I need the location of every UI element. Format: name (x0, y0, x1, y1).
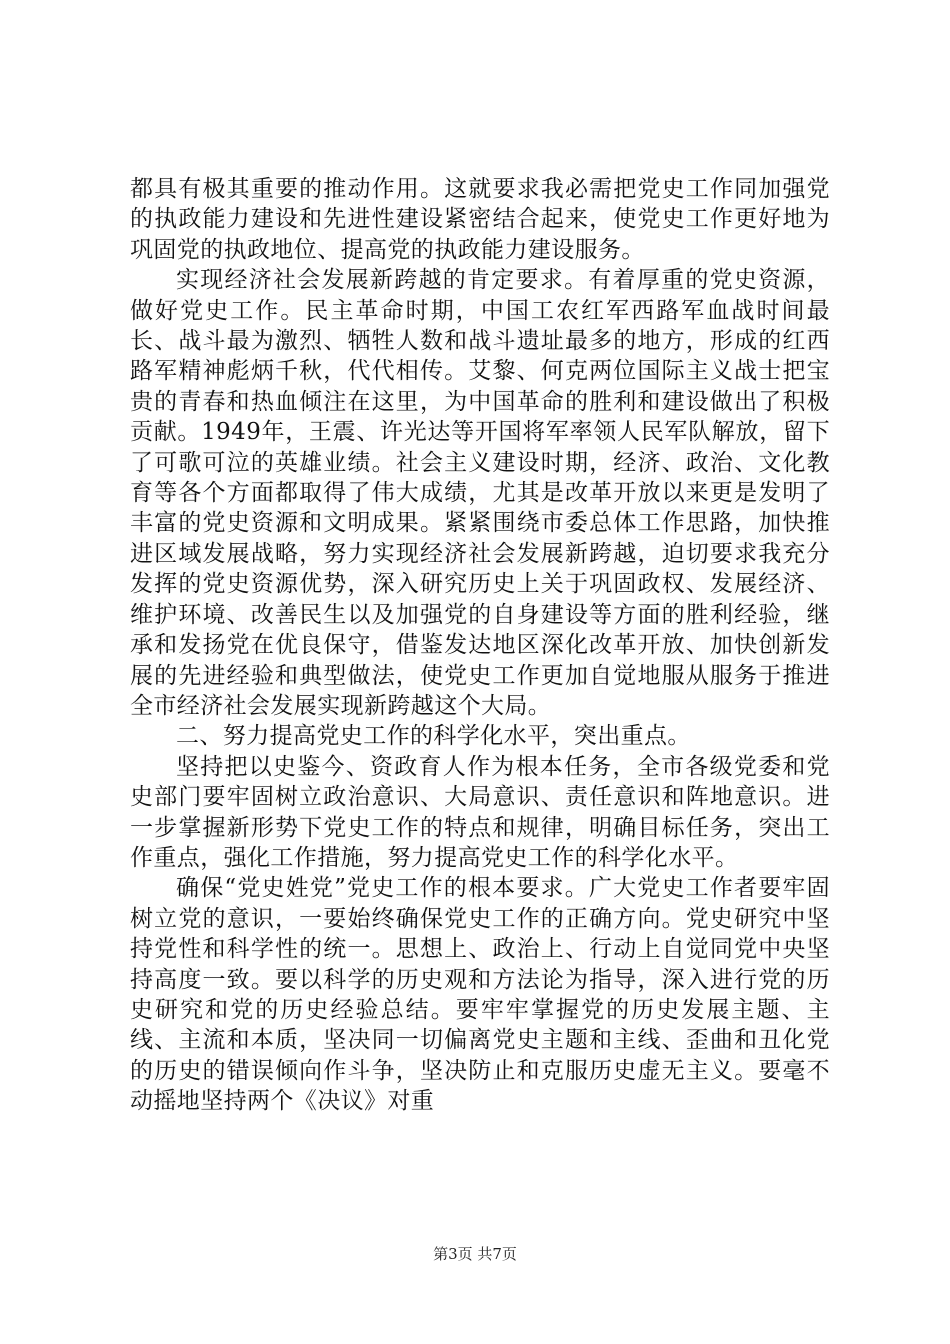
section-heading-2: 二、努力提高党史工作的科学化水平，突出重点。 (176, 723, 691, 750)
page-number-footer: 第3页 共7页 (433, 1245, 517, 1263)
document-body (130, 174, 830, 1117)
paragraph-core-task: 坚持把以史鉴今、资政育人作为根本任务，全市各级党委和党史部门要牢固树立政治意识、大局意识、责任意识和阵地意识。进一步掌握新形势下党史工作的特点和规律，明确目标任务，突出工作重点，强化工作措施，努力提高党史工作的科学化水平。 (130, 753, 830, 871)
paragraph-party-nature: 确保“党史姓党”党史工作的根本要求。广大党史工作者要牢固树立党的意识，一要始终确保党史工作的正确方向。党史研究中坚持党性和科学性的统一。思想上、政治上、行动上自觉同党中央坚持高度一致。要以科学的历史观和方法论为指导，深入进行党的历史研究和党的历史经验总结。要牢牢掌握党的历史发展主题、主线、主流和本质，坚决同一切偏离党史主题和主线、歪曲和丑化党的历史的错误倾向作斗争，坚决防止和克服历史虚无主义。要毫不动摇地坚持两个《决议》对重 (130, 875, 830, 1115)
paragraph-continuation: 都具有极其重要的推动作用。这就要求我必需把党史工作同加强党的执政能力建设和先进性建设紧密结合起来，使党史工作更好地为巩固党的执政地位、提高党的执政能力建设服务。 (130, 176, 830, 263)
paragraph-economic-leap: 实现经济社会发展新跨越的肯定要求。有着厚重的党史资源，做好党史工作。民主革命时期，中国工农红军西路军血战时间最长、战斗最为激烈、牺牲人数和战斗遗址最多的地方，形成的红西路军精神彪炳千秋，代代相传。艾黎、何克两位国际主义战士把宝贵的青春和热血倾注在这里，为中国革命的胜利和建设做出了积极贡献。1949年，王震、许光达等开国将军率领人民军队解放，留下了可歌可泣的英雄业绩。社会主义建设时期，经济、政治、文化教育等各个方面都取得了伟大成绩，尤其是改革开放以来更是发明了丰富的党史资源和文明成果。紧紧围绕市委总体工作思路，加快推进区域发展战略，努力实现经济社会发展新跨越，迫切要求我充分发挥的党史资源优势，深入研究历史上关于巩固政权、发展经济、维护环境、改善民生以及加强党的自身建设等方面的胜利经验，继承和发扬党在优良保守，借鉴发达地区深化改革开放、加快创新发展的先进经验和典型做法，使党史工作更加自觉地服从服务于推进全市经济社会发展实现新跨越这个大局。 (130, 267, 830, 719)
